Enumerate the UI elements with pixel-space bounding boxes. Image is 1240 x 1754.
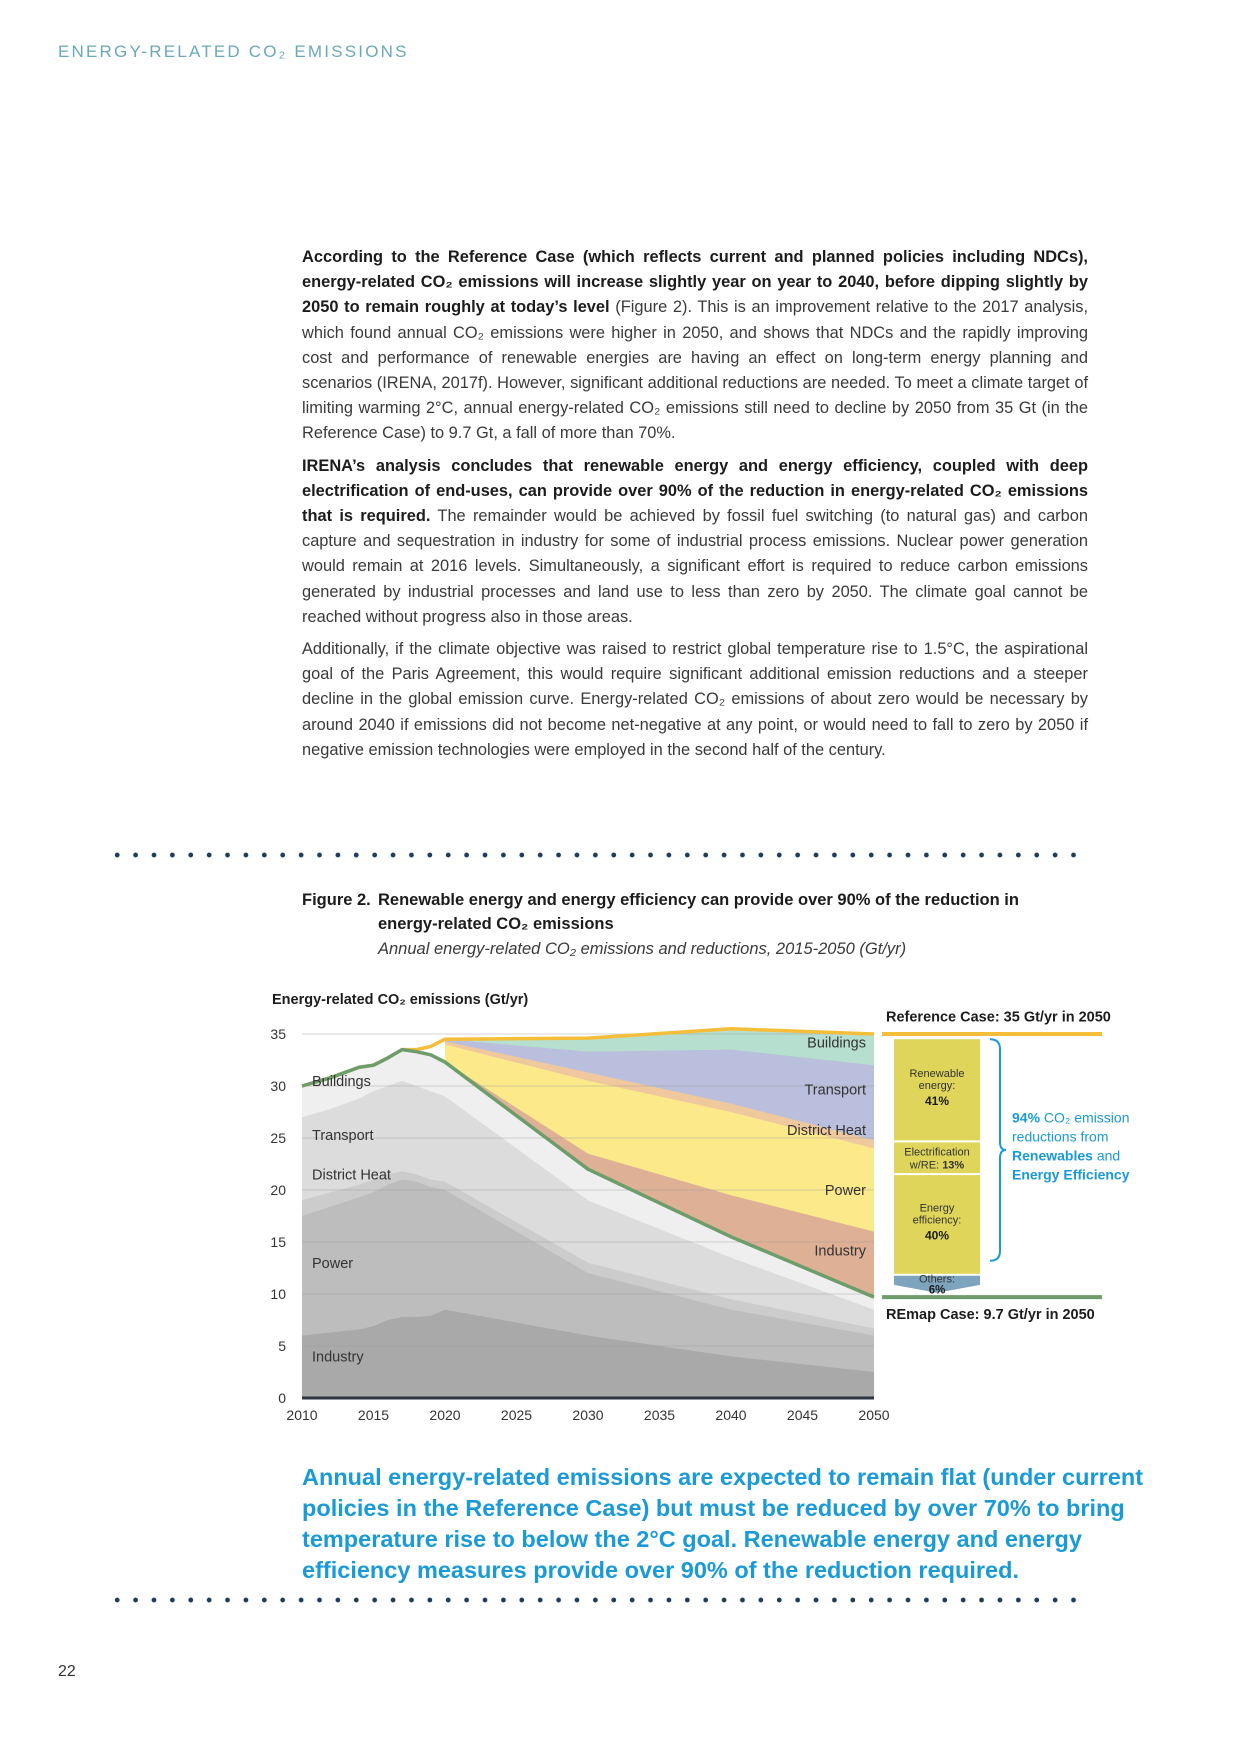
paragraph-2-bold: IRENA’s analysis concludes that renewable energy and energy efficiency, coupled with deep electrification of end-uses, can provide over 90% of the reduction in energy-related CO₂ emissions that is required. — [302, 456, 1088, 526]
paragraph-3: Additionally, if the climate objective was raised to restrict global temperature rise to 1.5°C, the aspirational goal of the Paris Agreement, this would require significant additional emission reductions and a steeper decline in the global emission curve. Energy-related CO₂ emissions of about zero would be necessary by around 2040 if emissions did not become net-negative at any point, or would need to fall to zero by 2050 if negative emission technologies were employed in the second half of the century. — [302, 640, 1088, 759]
remap-case-label: REmap Case: 9.7 Gt/yr in 2050 — [886, 1307, 1095, 1324]
y-tick-label: 0 — [278, 1390, 286, 1406]
x-tick-label: 2010 — [286, 1407, 318, 1420]
conclusion-callout: Annual energy-related emissions are expected to remain flat (under current policies in the Reference Case) but must be reduced by over 70% to bring temperature rise to below the 2°C goal. Renewable energy and energy efficiency measures provide over 90% of the reduction required. — [302, 1464, 1144, 1583]
reduction-bar-renewable-energy-value: 41% — [924, 1093, 950, 1108]
y-tick-label: 25 — [270, 1130, 286, 1146]
reduction-bar-energy-efficiency-label-1: Energy — [919, 1202, 955, 1215]
bracket-pct: 94% — [1012, 1109, 1044, 1126]
section-header: ENERGY-RELATED CO₂ EMISSIONS — [58, 42, 409, 61]
right-label-district-heat: District Heat — [787, 1122, 866, 1139]
y-tick-label: 10 — [270, 1286, 286, 1302]
left-label-buildings: Buildings — [312, 1074, 371, 1090]
x-tick-label: 2020 — [429, 1407, 461, 1420]
reduction-bar-energy-efficiency-value: 40% — [924, 1228, 950, 1243]
figure-number: Figure 2. — [302, 891, 371, 909]
bracket-line-1 — [1012, 1109, 1130, 1125]
dotted-divider-bottom — [108, 1597, 1088, 1603]
x-tick-label: 2035 — [643, 1407, 676, 1420]
y-tick-label: 15 — [270, 1234, 286, 1250]
figure-title — [302, 888, 1082, 936]
bracket-renewables: Renewables — [1012, 1147, 1097, 1164]
left-label-district-heat: District Heat — [312, 1167, 391, 1184]
figure-title-line2: energy-related CO₂ emissions — [378, 915, 614, 933]
x-tick-label: 2015 — [357, 1407, 390, 1420]
right-label-transport: Transport — [804, 1082, 866, 1099]
reduction-bar-renewable-energy-label-2: energy: — [918, 1079, 956, 1092]
layer-group — [302, 1029, 874, 1398]
x-tick-label: 2025 — [500, 1407, 533, 1420]
figure-title-line1: Renewable energy and energy efficiency can provide over 90% of the reduction in — [378, 891, 1019, 909]
reduction-bracket — [990, 1039, 1006, 1261]
left-label-transport: Transport — [312, 1128, 374, 1145]
reduction-bar-renewable-energy-label-1: Renewable — [909, 1067, 965, 1080]
x-tick-label: 2045 — [786, 1407, 819, 1420]
paragraph-2 — [302, 454, 1088, 630]
y-tick-label: 5 — [278, 1338, 286, 1354]
paragraph-2-rest: The remainder would be achieved by fossil fuel switching (to natural gas) and carbon capture and sequestration in industry for some of industrial process emissions. Nuclear power generation would remain at 2016 levels. Simultaneously, a significant effort is required to reduce carbon emissions generated by industrial processes and land use to less than zero by 2050. The climate goal cannot be reached without progress also in those areas. — [302, 507, 1088, 626]
bracket-line-4: Energy Efficiency — [1012, 1166, 1130, 1183]
reduction-bar-energy-efficiency-label-2: efficiency: — [912, 1214, 962, 1227]
y-tick-label: 35 — [270, 1026, 286, 1042]
body-text — [302, 245, 1088, 770]
reduction-bar-electrification-w-re-label-2: w/RE: 13% — [909, 1159, 965, 1172]
reference-case-label: Reference Case: 35 Gt/yr in 2050 — [886, 1009, 1111, 1026]
x-tick-label: 2050 — [858, 1407, 890, 1420]
y-tick-label: 30 — [270, 1078, 286, 1094]
reduction-bar-electrification-w-re-label-1: Electrification — [904, 1146, 970, 1159]
y-tick-label: 20 — [270, 1182, 286, 1198]
reduction-panel — [882, 1010, 1130, 1324]
page-number: 22 — [58, 1663, 76, 1680]
bracket-and: and — [1096, 1147, 1121, 1164]
y-axis-title: Energy-related CO₂ emissions (Gt/yr) — [272, 992, 529, 1008]
reduction-bar-others-label: Others: — [918, 1273, 956, 1286]
left-label-industry: Industry — [312, 1349, 364, 1366]
emissions-chart — [260, 980, 1160, 1420]
bracket-line-3 — [1012, 1147, 1120, 1163]
right-label-buildings: Buildings — [807, 1035, 866, 1052]
right-label-industry: Industry — [814, 1243, 866, 1260]
reduction-bar-electrification-w-re-value: 13% — [942, 1159, 965, 1172]
x-tick-label: 2040 — [715, 1407, 747, 1420]
paragraph-1-rest: (Figure 2). This is an improvement relative to the 2017 analysis, which found annual CO₂ emissions were higher in 2050, and shows that NDCs and the rapidly improving cost and performance of renewable energies are having an effect on long-term energy planning and scenarios (IRENA, 2017f). However, significant additional reductions are needed. To meet a climate target of limiting warming 2°C, annual energy-related CO₂ emissions still need to decline by 2050 from 35 Gt (in the Reference Case) to 9.7 Gt, a fall of more than 70%. — [302, 298, 1089, 443]
paragraph-1-bold: According to the Reference Case (which reflects current and planned policies including NDCs), energy-related CO₂ emissions will increase slightly year on year to 2040, before dipping slightly by 2050 to remain roughly at today’s level — [302, 248, 1088, 317]
bracket-line-1-rest: CO₂ emission — [1043, 1109, 1130, 1126]
x-tick-label: 2030 — [572, 1407, 604, 1420]
paragraph-1 — [302, 245, 1088, 447]
left-label-power: Power — [312, 1256, 354, 1272]
bracket-line-2: reductions from — [1012, 1128, 1109, 1145]
dotted-divider-top — [108, 852, 1088, 858]
figure-subtitle: Annual energy-related CO₂ emissions and reductions, 2015-2050 (Gt/yr) — [378, 940, 907, 958]
reduction-bar-others-value: 6% — [928, 1284, 946, 1297]
right-label-power: Power — [824, 1183, 866, 1200]
